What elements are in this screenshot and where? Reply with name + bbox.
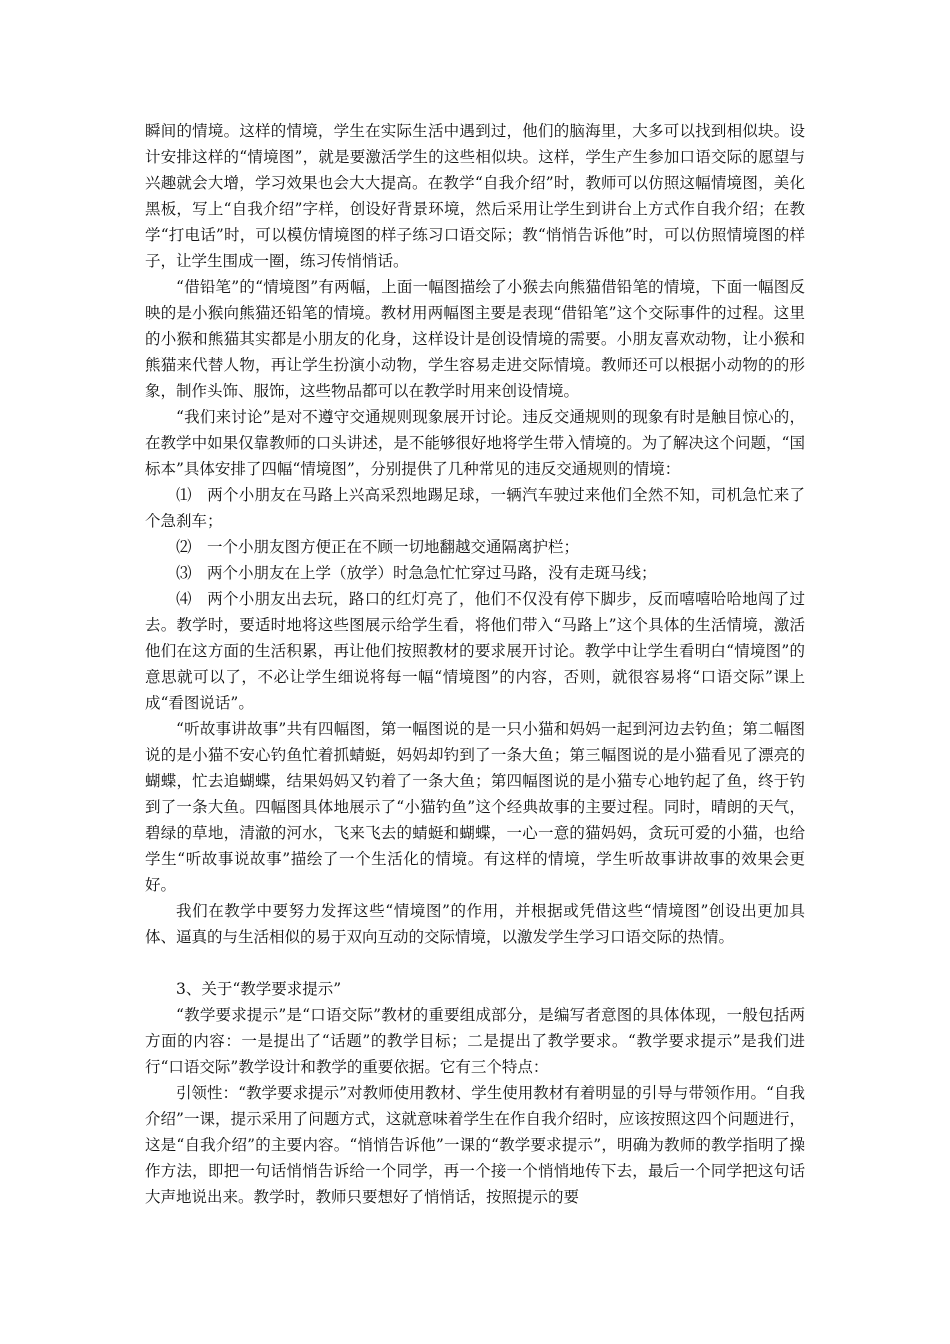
list-item-1 [145, 482, 805, 534]
list-item-number: ⑶ [176, 564, 192, 582]
list-item-text: 两个小朋友在上学（放学）时急急忙忙穿过马路，没有走斑马线； [207, 564, 657, 582]
paragraph-7: 引领性：“教学要求提示”对教师使用教材、学生使用教材有着明显的引导与带领作用。“自我介绍”一课，提示采用了问题方式，这就意味着学生在作自我介绍时，应该按照这四个问题进行，这是“自我介绍”的主要内容。“悄悄告诉他”一课的“教学要求提示”，明确为教师的教学指明了操作方法，即把一句话悄悄告诉给一个同学，再一个接一个悄悄地传下去，最后一个同学把这句话大声地说出来。教学时，教师只要想好了悄悄话，按照提示的要 [145, 1084, 805, 1206]
list-item-text: 一个小朋友图方便正在不顾一切地翻越交通隔离护栏； [207, 538, 580, 556]
paragraph-1: 瞬间的情境。这样的情境，学生在实际生活中遇到过，他们的脑海里，大多可以找到相似块。设计安排这样的“情境图”，就是要激活学生的这些相似块。这样，学生产生参加口语交际的愿望与兴趣就会大增，学习效果也会大大提高。在教学“自我介绍”时，教师可以仿照这幅情境图，美化黑板，写上“自我介绍”字样，创设好背景环境，然后采用让学生到讲台上方式作自我介绍；在教学“打电话”时，可以模仿情境图的样子练习口语交际；教“悄悄告诉他”时，可以仿照情境图的样子，让学生围成一圈，练习传悄悄话。 [145, 122, 805, 270]
paragraph-6: “教学要求提示”是“口语交际”教材的重要组成部分，是编写者意图的具体体现，一般包括两方面的内容：一是提出了“话题”的教学目标；二是提出了教学要求。“教学要求提示”是我们进行“口语交际”教学设计和教学的重要依据。它有三个特点： [145, 1006, 805, 1076]
list-item-3 [145, 560, 805, 586]
section-heading: 3、关于“教学要求提示” [176, 980, 342, 998]
paragraph-3: “我们来讨论”是对不遵守交通规则现象展开讨论。违反交通规则的现象有时是触目惊心的，在教学中如果仅靠教师的口头讲述，是不能够很好地将学生带入情境的。为了解决这个问题，“国标本”具体安排了四幅“情境图”，分别提供了几种常见的违反交通规则的情境： [145, 408, 805, 478]
list-item-text: 两个小朋友出去玩，路口的红灯亮了，他们不仅没有停下脚步，反而嘻嘻哈哈地闯了过去。教学时，要适时地将这些图展示给学生看，将他们带入“马路上”这个具体的生活情境，激活他们在这方面的生活积累，再让他们按照教材的要求展开讨论。教学中让学生看明白“情境图”的意思就可以了，不必让学生细说将每一幅“情境图”的内容，否则，就很容易将“口语交际”课上成“看图说话”。 [145, 590, 805, 712]
paragraph-5: 我们在教学中要努力发挥这些“情境图”的作用，并根据或凭借这些“情境图”创设出更加具体、逼真的与生活相似的易于双向互动的交际情境，以激发学生学习口语交际的热情。 [145, 902, 805, 946]
list-item-2 [145, 534, 805, 560]
list-item-text: 两个小朋友在马路上兴高采烈地踢足球，一辆汽车驶过来他们全然不知，司机急忙来了个急刹车； [145, 486, 805, 530]
paragraph-4: “听故事讲故事”共有四幅图，第一幅图说的是一只小猫和妈妈一起到河边去钓鱼；第二幅图说的是小猫不安心钓鱼忙着抓蜻蜓，妈妈却钓到了一条大鱼；第三幅图说的是小猫看见了漂亮的蝴蝶，忙去追蝴蝶，结果妈妈又钓着了一条大鱼；第四幅图说的是小猫专心地钓起了鱼，终于钓到了一条大鱼。四幅图具体地展示了“小猫钓鱼”这个经典故事的主要过程。同时，晴朗的天气，碧绿的草地，清澈的河水，飞来飞去的蜻蜓和蝴蝶，一心一意的猫妈妈，贪玩可爱的小猫，也给学生“听故事说故事”描绘了一个生活化的情境。有这样的情境，学生听故事讲故事的效果会更好。 [145, 720, 805, 894]
paragraph-2: “借铅笔”的“情境图”有两幅，上面一幅图描绘了小猴去向熊猫借铅笔的情境，下面一幅图反映的是小猴向熊猫还铅笔的情境。教材用两幅图主要是表现“借铅笔”这个交际事件的过程。这里的小猴和熊猫其实都是小朋友的化身，这样设计是创设情境的需要。小朋友喜欢动物，让小猴和熊猫来代替人物，再让学生扮演小动物，学生容易走进交际情境。教师还可以根据小动物的的形象，制作头饰、服饰，这些物品都可以在教学时用来创设情境。 [145, 278, 805, 400]
list-item-number: ⑵ [176, 538, 192, 556]
list-item-number: ⑴ [176, 486, 192, 504]
list-item-4 [145, 586, 805, 716]
list-item-number: ⑷ [176, 590, 192, 608]
section-gap [145, 950, 805, 976]
document-page [145, 118, 805, 1210]
